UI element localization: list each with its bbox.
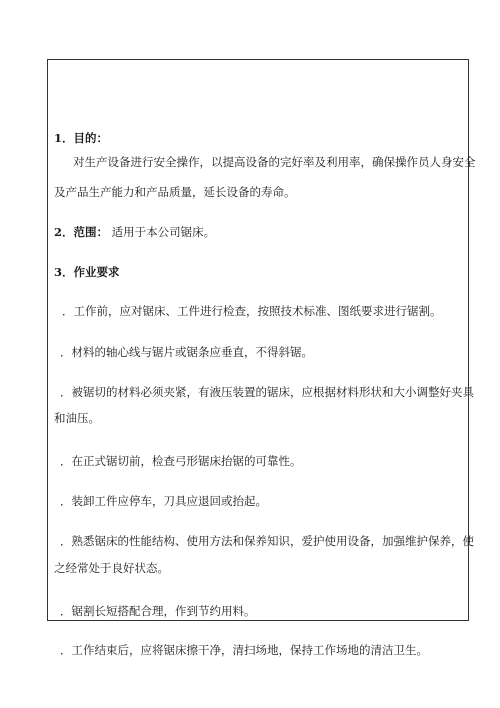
purpose-text-line-2: 及产品生产能力和产品质量，延长设备的寿命。 [54,185,296,199]
requirement-item-6-line-1: ．熟悉锯床的性能结构、使用方法和保养知识，爱护使用设备，加强维护保养，使 [60,534,474,548]
requirement-item-2: ．材料的轴心线与锯片或锯条应垂直，不得斜锯。 [60,345,313,359]
requirement-item-4: ．在正式锯切前，检查弓形锯床抬锯的可靠性。 [60,454,302,468]
section-3-heading: 3．作业要求 [54,265,120,279]
requirement-item-5: ．装卸工件应停车，刀具应退回或抬起。 [60,494,267,508]
section-2-text: 适用于本公司锯床。 [111,225,216,239]
section-1-heading: 1．目的： [54,131,109,145]
purpose-text-line-1: 对生产设备进行安全操作，以提高设备的完好率及利用率，确保操作员人身安全 [73,155,476,169]
section-2-scope [54,227,468,239]
requirement-item-1: ．工作前，应对锯床、工件进行检查，按照技术标准、图纸要求进行锯割。 [62,304,442,318]
requirement-item-7: ．锯割长短搭配合理，作到节约用料。 [60,604,256,618]
requirement-item-6-line-2: 之经常处于良好状态。 [54,561,169,575]
section-2-label: 2．范围： [54,225,109,239]
requirement-item-8: ．工作结束后，应将锯床擦干净，清扫场地，保持工作场地的清洁卫生。 [60,643,428,657]
requirement-item-3-line-2: 和油压。 [54,411,100,425]
requirement-item-3-line-1: ．被锯切的材料必须夹紧，有液压装置的锯床，应根据材料形状和大小调整好夹具 [60,385,474,399]
document-frame [47,59,476,657]
